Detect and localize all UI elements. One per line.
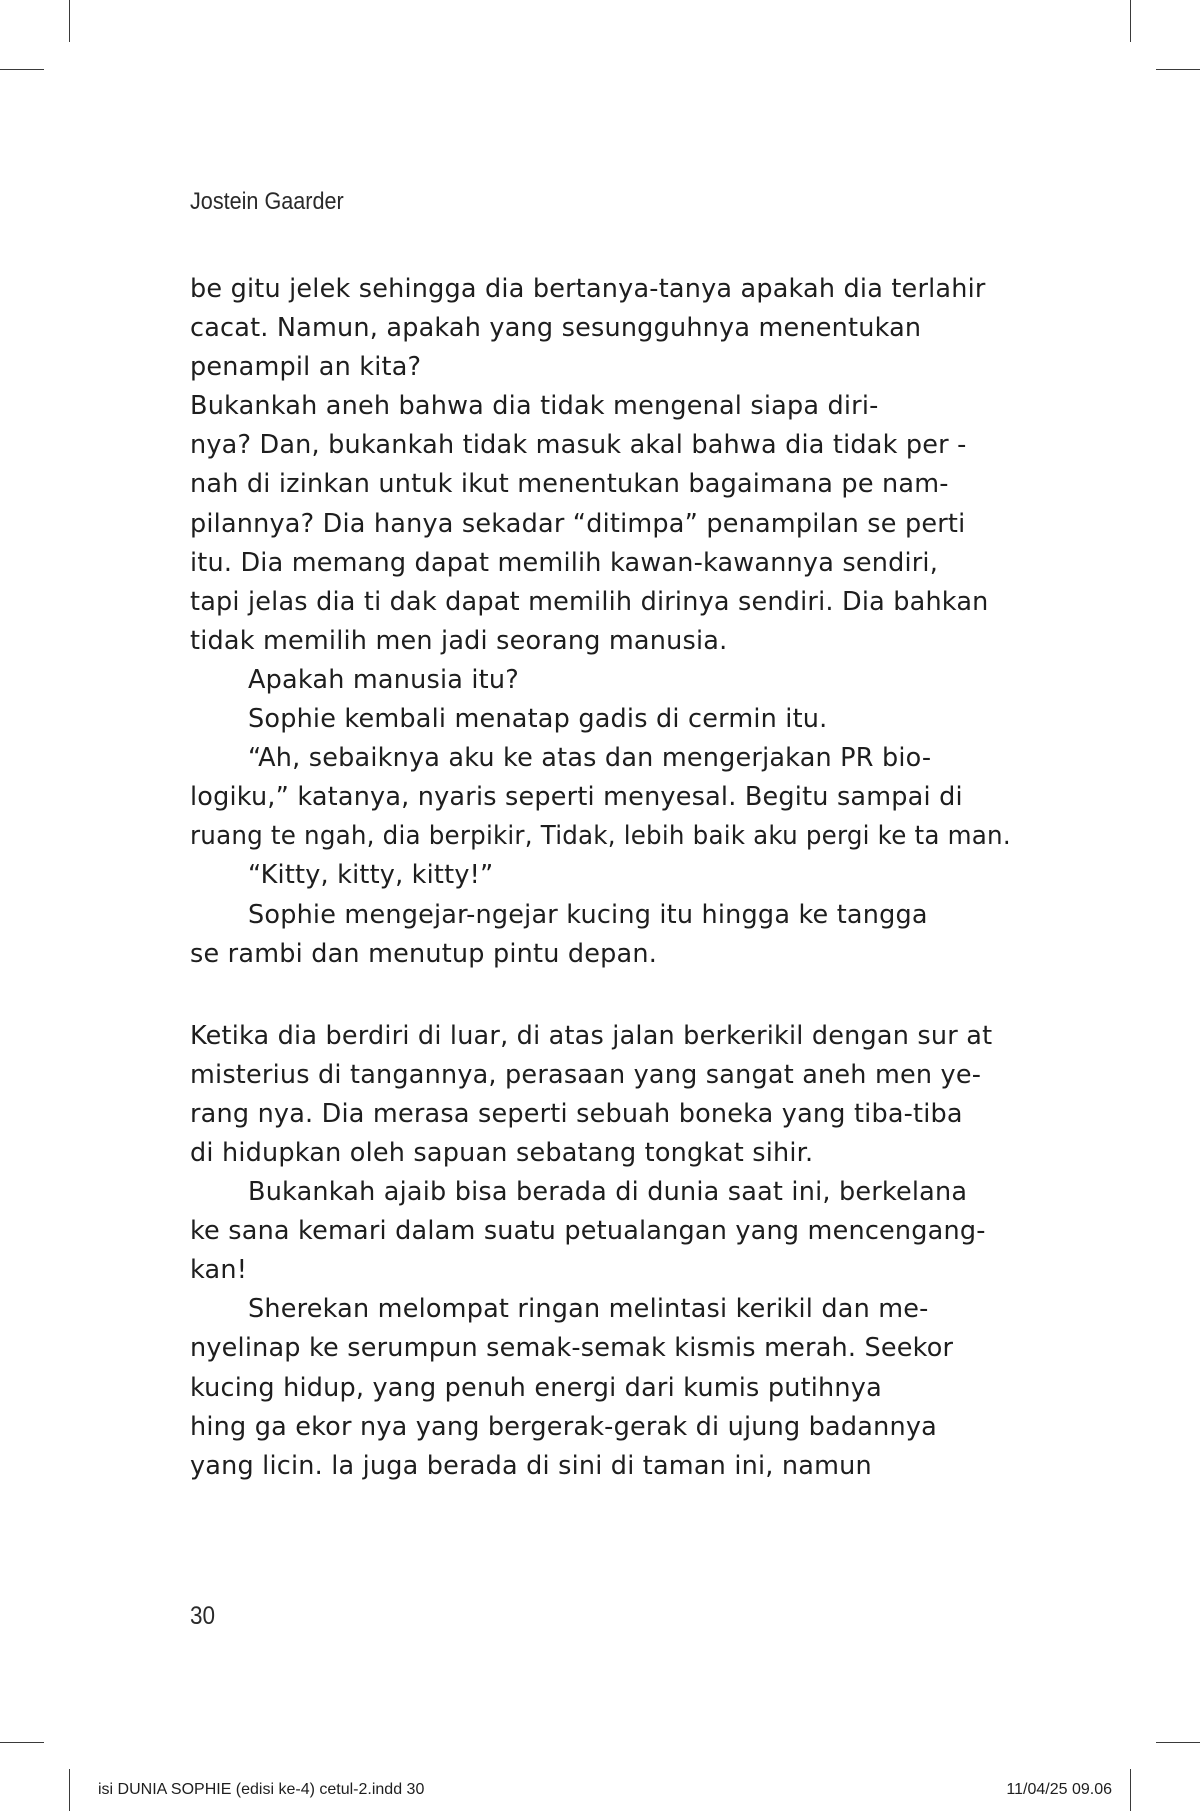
text-line: itu. Dia memang dapat memilih kawan-kawannya sendiri, [190,547,939,578]
text-line: di hidupkan oleh sapuan sebatang tongkat sihir. [190,1137,814,1168]
crop-mark-top-left [69,0,70,42]
text-line: nyelinap ke serumpun semak-semak kismis merah. Seekor [190,1333,954,1364]
text-line: cacat. Namun, apakah yang sesungguhnya menentukan [190,313,922,344]
paragraph-gap [190,974,1010,1017]
crop-mark-left-top [0,69,44,70]
text-line: pilannya? Dia hanya sekadar “ditimpa” penampilan se perti [190,508,966,539]
text-line: Ketika dia berdiri di luar, di atas jalan berkerikil dengan sur at [190,1020,993,1051]
page-number: 30 [190,1602,216,1630]
slug-filename: isi DUNIA SOPHIE (edisi ke-4) cetul-2.indd 30 [98,1781,425,1798]
crop-mark-right-top [1156,69,1200,70]
slug-datetime: 11/04/25 09.06 [1006,1781,1112,1798]
text-line: Sherekan melompat ringan melintasi kerikil dan me- [248,1294,929,1325]
text-line: Sophie mengejar-ngejar kucing itu hingga ke tangga [248,899,928,930]
running-head: Jostein Gaarder [190,188,344,215]
text-line: kucing hidup, yang penuh energi dari kumis putihnya [190,1372,882,1403]
text-line: tapi jelas dia ti dak dapat memilih dirinya sendiri. Dia bahkan [190,586,989,617]
text-line: tidak memilih men jadi seorang manusia. [190,625,728,656]
text-line: ruang te ngah, dia berpikir, Tidak, lebih baik aku pergi ke ta man. [190,821,1011,852]
text-line: Apakah manusia itu? [248,664,519,695]
text-line: Bukankah ajaib bisa berada di dunia saat ini, berkelana [248,1177,968,1208]
text-line: Bukankah aneh bahwa dia tidak mengenal siapa diri- [190,391,879,422]
text-line: logiku,” katanya, nyaris seperti menyesal. Begitu sampai di [190,782,963,813]
text-line: kan! [190,1255,248,1286]
crop-mark-right-bottom [1156,1742,1200,1743]
body-text [190,270,1010,1486]
text-line: yang licin. la juga berada di sini di taman ini, namun [190,1450,872,1481]
text-line: “Ah, sebaiknya aku ke atas dan mengerjakan PR bio- [248,743,932,774]
crop-mark-bottom-left [69,1769,70,1811]
text-line: se rambi dan menutup pintu depan. [190,938,658,969]
text-line: hing ga ekor nya yang bergerak-gerak di ujung badannya [190,1411,937,1442]
text-line: penampil an kita? [190,352,422,383]
crop-mark-bottom-right [1130,1769,1131,1811]
text-line: misterius di tangannya, perasaan yang sangat aneh men ye- [190,1059,982,1090]
text-line: be gitu jelek sehingga dia bertanya-tanya apakah dia terlahir [190,274,986,304]
crop-mark-left-bottom [0,1742,44,1743]
text-line: rang nya. Dia merasa seperti sebuah boneka yang tiba-tiba [190,1098,963,1129]
text-line: “Kitty, kitty, kitty!” [248,860,494,891]
text-line: Sophie kembali menatap gadis di cermin itu. [248,704,828,735]
text-line: nya? Dan, bukankah tidak masuk akal bahwa dia tidak per - [190,430,967,461]
text-line: nah di izinkan untuk ikut menentukan bagaimana pe nam- [190,469,949,500]
crop-mark-top-right [1130,0,1131,42]
text-line: ke sana kemari dalam suatu petualangan yang mencengang- [190,1216,986,1247]
